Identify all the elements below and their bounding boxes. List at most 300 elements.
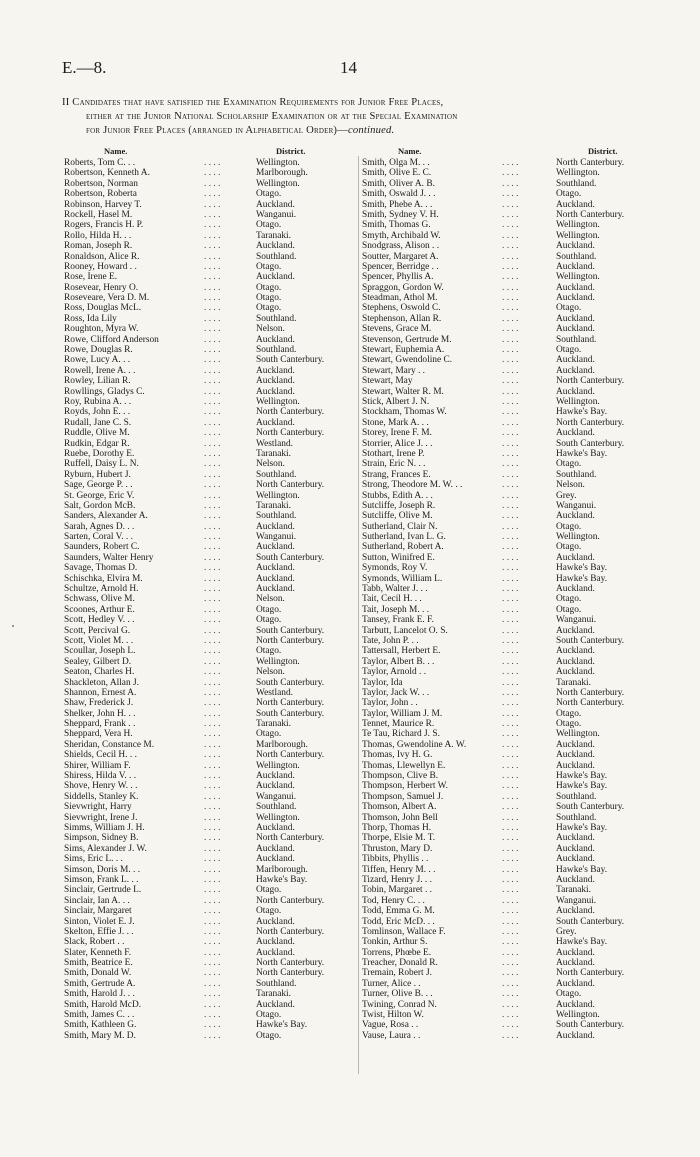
leader-dots: . . . . <box>502 1030 519 1041</box>
candidate-name: Shelker, John H. . . <box>64 708 136 719</box>
leader-dots: . . . . <box>204 158 221 168</box>
list-item <box>362 553 670 563</box>
candidate-name: Turner, Alice . . <box>362 978 421 989</box>
candidate-name: Treacher, Donald R. <box>362 958 438 969</box>
candidate-district: Taranaki. <box>256 500 291 511</box>
leader-dots: . . . . <box>502 490 519 501</box>
candidate-district: Wellington. <box>556 532 600 543</box>
candidate-district: Wellington. <box>256 812 300 823</box>
candidate-district: Hawke's Bay. <box>556 937 608 948</box>
list-item <box>362 470 670 480</box>
list-item <box>362 168 670 178</box>
candidate-name: Sarten, Coral V. . . <box>64 532 133 543</box>
leader-dots: . . . . <box>502 729 519 740</box>
candidate-district: Otago. <box>256 646 282 657</box>
candidate-district: Southland. <box>256 251 297 262</box>
list-item <box>362 615 670 625</box>
candidate-name: Simpson, Sidney B. <box>64 833 139 844</box>
list-item <box>64 761 372 771</box>
leader-dots: . . . . <box>204 448 221 459</box>
list-item <box>362 636 670 646</box>
candidate-name: Smith, Thomas G. <box>362 220 431 231</box>
candidate-name: Sheridan, Constance M. <box>64 739 155 750</box>
candidate-district: Wellington. <box>556 168 600 179</box>
candidate-name: Roughton, Myra W. <box>64 324 139 335</box>
candidate-district: Auckland. <box>256 584 295 595</box>
leader-dots: . . . . <box>204 438 221 449</box>
candidate-district: Auckland. <box>556 843 595 854</box>
candidate-name: Sutherland, Robert A. <box>362 542 444 553</box>
leader-dots: . . . . <box>204 625 221 636</box>
leader-dots: . . . . <box>204 1020 221 1031</box>
candidate-name: Shove, Henry W. . . <box>64 781 138 792</box>
name-header: Name. <box>104 146 128 156</box>
list-item <box>64 688 372 698</box>
candidate-district: North Canterbury. <box>556 417 625 428</box>
leader-dots: . . . . <box>204 729 221 740</box>
leader-dots: . . . . <box>502 532 519 543</box>
list-item <box>64 241 372 251</box>
candidate-district: Wanganui. <box>556 615 597 626</box>
leader-dots: . . . . <box>204 635 221 646</box>
candidate-name: Sinclair, Margaret <box>64 906 132 917</box>
candidate-district: Wellington. <box>256 760 300 771</box>
list-item <box>64 189 372 199</box>
leader-dots: . . . . <box>502 978 519 989</box>
leader-dots: . . . . <box>502 771 519 782</box>
candidate-district: North Canterbury. <box>256 635 325 646</box>
candidate-name: Rudkin, Edgar R. <box>64 438 130 449</box>
candidate-name: Tait, Joseph M. . . <box>362 604 430 615</box>
list-item <box>362 1020 670 1030</box>
leader-dots: . . . . <box>502 345 519 356</box>
list-item <box>64 802 372 812</box>
candidate-district: South Canterbury. <box>556 635 625 646</box>
left-column <box>64 146 372 1041</box>
candidate-name: Rowley, Lilian R. <box>64 376 131 387</box>
list-item <box>64 729 372 739</box>
leader-dots: . . . . <box>204 396 221 407</box>
candidate-name: Rudall, Jane C. S. <box>64 417 132 428</box>
candidate-name: Smith, James C. . . <box>64 1010 135 1021</box>
leader-dots: . . . . <box>502 438 519 449</box>
candidate-district: North Canterbury. <box>256 833 325 844</box>
candidate-name: Sims, Eric L. . . <box>64 854 123 865</box>
list-item <box>64 158 372 168</box>
candidate-name: Strong, Theodore M. W. . . <box>362 480 463 491</box>
candidate-name: Sinclair, Ian A. . . <box>64 895 130 906</box>
list-item <box>362 917 670 927</box>
list-item <box>362 948 670 958</box>
leader-dots: . . . . <box>502 168 519 179</box>
candidate-name: Stick, Albert J. N. <box>362 396 430 407</box>
candidate-name: Stubbs, Edith A. . . <box>362 490 433 501</box>
leader-dots: . . . . <box>502 573 519 584</box>
candidate-name: Tarbutt, Lancelot O. S. <box>362 625 448 636</box>
list-item <box>362 303 670 313</box>
list-item <box>362 729 670 739</box>
leader-dots: . . . . <box>204 521 221 532</box>
candidate-district: Marlborough. <box>256 864 308 875</box>
leader-dots: . . . . <box>502 698 519 709</box>
candidate-district: Auckland. <box>256 771 295 782</box>
leader-dots: . . . . <box>204 864 221 875</box>
list-item <box>64 813 372 823</box>
candidate-district: Taranaki. <box>256 448 291 459</box>
candidate-district: South Canterbury. <box>256 625 325 636</box>
candidate-name: Storrier, Alice J. . . <box>362 438 433 449</box>
leader-dots: . . . . <box>204 739 221 750</box>
candidate-name: Shirer, William F. <box>64 760 131 771</box>
leader-dots: . . . . <box>204 563 221 574</box>
list-item <box>362 906 670 916</box>
candidate-district: Auckland. <box>256 823 295 833</box>
leader-dots: . . . . <box>204 345 221 356</box>
leader-dots: . . . . <box>204 532 221 543</box>
list-item <box>362 761 670 771</box>
list-item <box>362 314 670 324</box>
leader-dots: . . . . <box>204 573 221 584</box>
candidate-name: Scott, Percival G. <box>64 625 131 636</box>
candidate-name: Smith, Harold J. . . <box>64 989 135 1000</box>
candidate-name: Tansey, Frank E. F. <box>362 615 434 626</box>
list-item <box>64 231 372 241</box>
list-item <box>362 179 670 189</box>
leader-dots: . . . . <box>204 282 221 293</box>
list-item <box>362 896 670 906</box>
candidate-name: Shaw, Frederick J. <box>64 698 134 709</box>
list-item <box>362 574 670 584</box>
candidate-district: Wellington. <box>556 1010 600 1021</box>
candidate-name: Saunders, Robert C. <box>64 542 140 553</box>
leader-dots: . . . . <box>204 272 221 283</box>
list-item <box>362 927 670 937</box>
candidate-name: Thomas, Gwendoline A. W. <box>362 739 467 750</box>
list-item <box>64 522 372 532</box>
candidate-district: Auckland. <box>556 355 595 366</box>
candidate-district: Grey. <box>556 926 577 937</box>
candidate-name: Sutton, Winifred E. <box>362 552 435 563</box>
list-item <box>362 542 670 552</box>
candidate-name: Sheppard, Frank . . <box>64 719 136 730</box>
leader-dots: . . . . <box>204 646 221 657</box>
leader-dots: . . . . <box>502 552 519 563</box>
list-item <box>362 709 670 719</box>
continued-label: continued. <box>347 125 395 136</box>
candidate-name: Thorpe, Elsie M. T. <box>362 833 436 844</box>
candidate-district: Hawke's Bay. <box>556 823 608 833</box>
candidate-name: Storey, Irene F. M. <box>362 428 432 439</box>
list-item <box>64 979 372 989</box>
candidate-district: Otago. <box>256 1030 282 1041</box>
candidate-name: Strain, Eric N. . . <box>362 459 426 470</box>
leader-dots: . . . . <box>204 999 221 1010</box>
candidate-name: Sievwright, Harry <box>64 802 132 813</box>
candidate-name: Thomas, Ivy H. G. <box>362 750 433 761</box>
leader-dots: . . . . <box>502 874 519 885</box>
leader-dots: . . . . <box>502 895 519 906</box>
list-item <box>362 387 670 397</box>
candidate-district: Otago. <box>256 220 282 231</box>
candidate-district: Westland. <box>256 687 293 698</box>
candidate-district: South Canterbury. <box>556 1020 625 1031</box>
candidate-name: Ruffell, Daisy L. N. <box>64 459 139 470</box>
list-item <box>362 823 670 833</box>
leader-dots: . . . . <box>204 843 221 854</box>
list-item <box>362 200 670 210</box>
candidate-district: North Canterbury. <box>256 428 325 439</box>
candidate-district: Auckland. <box>256 947 295 958</box>
candidate-district: Wellington. <box>256 158 300 168</box>
margin-speck <box>12 625 14 627</box>
list-item <box>362 740 670 750</box>
candidate-district: Auckland. <box>556 833 595 844</box>
list-item <box>64 958 372 968</box>
leader-dots: . . . . <box>204 209 221 220</box>
candidate-name: Tait, Cecil H. . . <box>362 594 422 605</box>
candidate-district: Wellington. <box>256 656 300 667</box>
candidate-district: Auckland. <box>556 365 595 376</box>
list-item <box>362 231 670 241</box>
candidate-district: Southland. <box>556 178 597 189</box>
leader-dots: . . . . <box>502 968 519 979</box>
list-item <box>64 927 372 937</box>
candidate-district: Otago. <box>256 729 282 740</box>
list-item <box>64 480 372 490</box>
district-header: District. <box>588 146 618 156</box>
list-item <box>64 574 372 584</box>
list-item <box>362 252 670 262</box>
candidate-district: Otago. <box>556 345 582 356</box>
candidate-district: Hawke's Bay. <box>556 563 608 574</box>
leader-dots: . . . . <box>204 978 221 989</box>
list-item <box>64 1020 372 1030</box>
candidate-name: Rowe, Douglas R. <box>64 345 133 356</box>
candidate-name: Rooney, Howard . . <box>64 261 137 272</box>
list-item <box>362 802 670 812</box>
candidate-district: Auckland. <box>556 958 595 969</box>
leader-dots: . . . . <box>204 241 221 252</box>
leader-dots: . . . . <box>204 968 221 979</box>
candidate-name: Thompson, Clive B. <box>362 771 439 782</box>
list-item <box>64 324 372 334</box>
list-item <box>362 979 670 989</box>
leader-dots: . . . . <box>204 1010 221 1021</box>
leader-dots: . . . . <box>204 168 221 179</box>
list-item <box>64 937 372 947</box>
candidate-name: Tizard, Henry J. . . <box>362 874 432 885</box>
leader-dots: . . . . <box>502 781 519 792</box>
list-item <box>64 1000 372 1010</box>
list-item <box>362 833 670 843</box>
leader-dots: . . . . <box>502 802 519 813</box>
list-item <box>64 335 372 345</box>
list-item <box>64 781 372 791</box>
leader-dots: . . . . <box>204 677 221 688</box>
candidate-name: Skelton, Effie J. . . <box>64 926 134 937</box>
list-item <box>362 459 670 469</box>
leader-dots: . . . . <box>204 750 221 761</box>
candidate-district: Otago. <box>556 708 582 719</box>
candidate-district: Auckland. <box>256 854 295 865</box>
candidate-name: Royds, John E. . . <box>64 407 131 418</box>
leader-dots: . . . . <box>204 490 221 501</box>
list-item <box>64 283 372 293</box>
candidate-name: Seaton, Charles H. <box>64 667 135 678</box>
candidate-district: Wellington. <box>556 729 600 740</box>
candidate-district: Nelson. <box>256 667 285 678</box>
right-rows <box>362 158 670 1041</box>
list-item <box>362 844 670 854</box>
list-item <box>64 532 372 542</box>
candidate-district: Auckland. <box>256 843 295 854</box>
candidate-district: Otago. <box>556 189 582 200</box>
list-item <box>362 584 670 594</box>
candidate-name: Ruddle, Olive M. <box>64 428 130 439</box>
candidate-name: Thompson, Samuel J. <box>362 791 444 802</box>
list-item <box>64 865 372 875</box>
leader-dots: . . . . <box>204 511 221 522</box>
leader-dots: . . . . <box>502 511 519 522</box>
list-item <box>64 615 372 625</box>
leader-dots: . . . . <box>204 895 221 906</box>
list-item <box>64 626 372 636</box>
candidate-district: Southland. <box>556 812 597 823</box>
candidate-name: Sarah, Agnes D. . . <box>64 521 135 532</box>
list-item <box>64 833 372 843</box>
candidate-district: Auckland. <box>556 854 595 865</box>
leader-dots: . . . . <box>502 313 519 324</box>
list-item <box>362 563 670 573</box>
candidate-district: Auckland. <box>256 199 295 210</box>
candidate-name: Rollo, Hilda H. . . <box>64 230 132 241</box>
candidate-name: Siddells, Stanley K. <box>64 791 139 802</box>
candidate-district: Otago. <box>556 719 582 730</box>
leader-dots: . . . . <box>204 947 221 958</box>
candidate-district: Wellington. <box>256 178 300 189</box>
leader-dots: . . . . <box>204 199 221 210</box>
candidate-name: Smith, Beatrice E. <box>64 958 133 969</box>
heading-line-3-text: for Junior Free Places (arranged in Alphabetical Order)— <box>86 125 348 136</box>
leader-dots: . . . . <box>204 355 221 366</box>
candidate-name: Smith, Mary M. D. <box>64 1030 136 1041</box>
left-column-header <box>64 146 372 156</box>
candidate-district: Auckland. <box>556 646 595 657</box>
list-item <box>64 584 372 594</box>
list-item <box>362 189 670 199</box>
list-item <box>362 407 670 417</box>
candidate-name: Turner, Olive B. . . <box>362 989 433 1000</box>
candidate-district: Hawke's Bay. <box>556 771 608 782</box>
leader-dots: . . . . <box>204 698 221 709</box>
list-item <box>362 480 670 490</box>
list-item <box>64 345 372 355</box>
candidate-name: Robertson, Kenneth A. <box>64 168 150 179</box>
list-item <box>64 646 372 656</box>
candidate-district: North Canterbury. <box>256 895 325 906</box>
leader-dots: . . . . <box>204 251 221 262</box>
candidate-district: Marlborough. <box>256 168 308 179</box>
candidate-district: Otago. <box>556 604 582 615</box>
leader-dots: . . . . <box>204 261 221 272</box>
candidate-district: Auckland. <box>556 241 595 252</box>
list-item <box>64 854 372 864</box>
list-item <box>64 272 372 282</box>
candidate-district: Southland. <box>256 511 297 522</box>
candidate-district: Nelson. <box>256 459 285 470</box>
candidate-district: Southland. <box>256 978 297 989</box>
list-item <box>362 771 670 781</box>
candidate-district: North Canterbury. <box>256 926 325 937</box>
leader-dots: . . . . <box>502 448 519 459</box>
candidate-district: Southland. <box>556 469 597 480</box>
list-item <box>64 740 372 750</box>
leader-dots: . . . . <box>502 1020 519 1031</box>
candidate-name: Roseveare, Vera D. M. <box>64 293 150 304</box>
leader-dots: . . . . <box>204 303 221 314</box>
list-item <box>362 210 670 220</box>
candidate-name: Sutherland, Clair N. <box>362 521 438 532</box>
candidate-district: South Canterbury. <box>256 552 325 563</box>
candidate-district: Hawke's Bay. <box>256 874 308 885</box>
candidate-district: Wanganui. <box>556 500 597 511</box>
leader-dots: . . . . <box>502 480 519 491</box>
candidate-district: Otago. <box>556 303 582 314</box>
candidate-district: Auckland. <box>556 428 595 439</box>
candidate-district: Nelson. <box>256 324 285 335</box>
list-item <box>64 470 372 480</box>
leader-dots: . . . . <box>502 396 519 407</box>
list-item <box>64 511 372 521</box>
leader-dots: . . . . <box>204 958 221 969</box>
leader-dots: . . . . <box>204 407 221 418</box>
candidate-name: Slater, Kenneth F. <box>64 947 132 958</box>
list-item <box>362 283 670 293</box>
list-item <box>362 397 670 407</box>
leader-dots: . . . . <box>204 386 221 397</box>
leader-dots: . . . . <box>502 293 519 304</box>
candidate-district: Auckland. <box>256 999 295 1010</box>
candidate-district: Auckland. <box>556 282 595 293</box>
leader-dots: . . . . <box>502 615 519 626</box>
candidate-district: Auckland. <box>256 365 295 376</box>
list-item <box>362 449 670 459</box>
leader-dots: . . . . <box>502 708 519 719</box>
candidate-name: Robertson, Roberta <box>64 189 137 200</box>
candidate-district: Auckland. <box>556 739 595 750</box>
leader-dots: . . . . <box>502 947 519 958</box>
candidate-name: Symonds, William L. <box>362 573 443 584</box>
leader-dots: . . . . <box>502 604 519 615</box>
candidate-name: Sanders, Alexander A. <box>64 511 148 522</box>
candidate-district: Southland. <box>556 791 597 802</box>
candidate-district: Southland. <box>256 469 297 480</box>
candidate-district: Wanganui. <box>256 791 297 802</box>
candidate-district: Auckland. <box>556 313 595 324</box>
candidate-name: Robinson, Harvey T. <box>64 199 142 210</box>
list-item <box>64 667 372 677</box>
candidate-district: Hawke's Bay. <box>256 1020 308 1031</box>
candidate-name: Scott, Hedley V. . . <box>64 615 135 626</box>
right-column-header <box>362 146 670 156</box>
list-item <box>64 293 372 303</box>
candidate-district: North Canterbury. <box>556 698 625 709</box>
leader-dots: . . . . <box>204 542 221 553</box>
list-item <box>64 168 372 178</box>
list-item <box>64 605 372 615</box>
candidate-name: Rose, Irene E. <box>64 272 118 283</box>
leader-dots: . . . . <box>502 584 519 595</box>
